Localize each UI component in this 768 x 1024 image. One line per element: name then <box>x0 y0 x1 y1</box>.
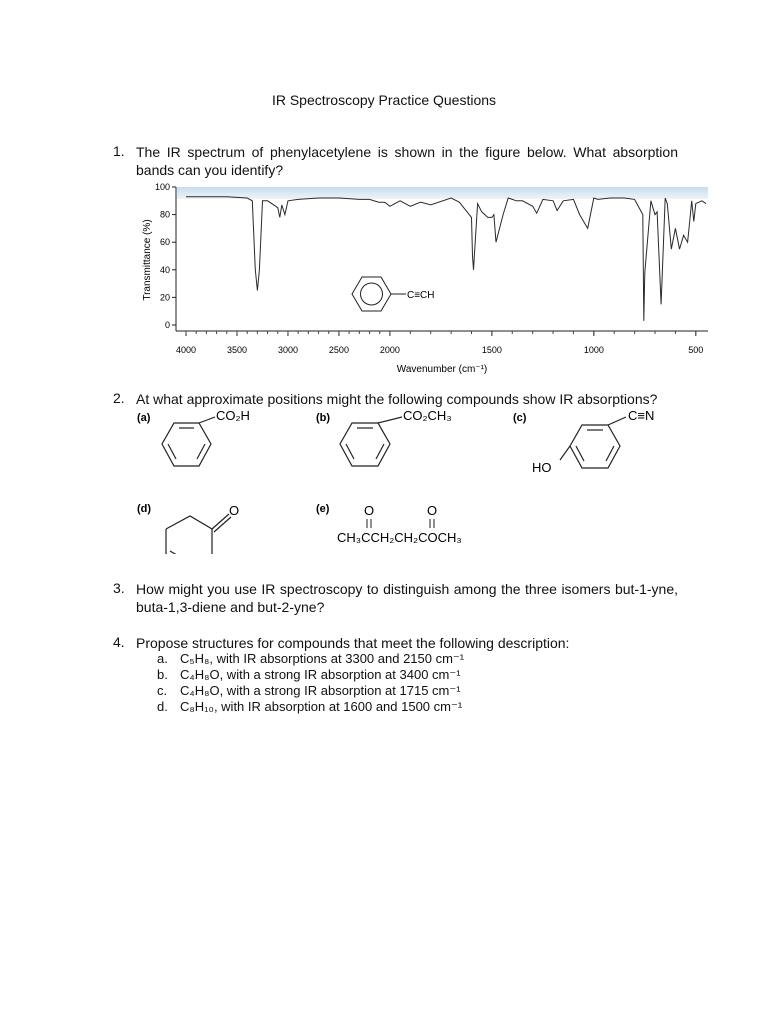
q2-number: 2. <box>113 390 125 406</box>
q4-item-c-marker: c. <box>157 683 168 698</box>
chart-band <box>177 187 708 199</box>
x-tick-label: 2000 <box>379 345 400 355</box>
x-tick-label: 3500 <box>226 345 247 355</box>
q3-number: 3. <box>113 580 125 596</box>
label-c: (c) <box>513 412 527 424</box>
y-tick-label: 0 <box>164 320 170 330</box>
q4-item-d-marker: d. <box>157 699 168 714</box>
q1-text: The IR spectrum of phenylacetylene is shown in the figure below. What absorption bands can you identify? <box>136 144 678 178</box>
ir-spectrum-chart <box>130 180 720 380</box>
compound-a <box>137 408 250 466</box>
x-tick-label: 4000 <box>175 345 197 355</box>
page-title: IR Spectroscopy Practice Questions <box>271 92 497 108</box>
q4-item-a: C₅H₈, with IR absorptions at 3300 and 2150 cm⁻¹ <box>180 651 465 666</box>
x-tick-label: 3000 <box>277 345 298 355</box>
q1-number: 1. <box>113 143 125 159</box>
y-tick-label: 60 <box>159 237 170 248</box>
label-d: (d) <box>137 503 152 515</box>
spectrum-line <box>186 197 706 321</box>
y-tick-label: 20 <box>159 292 170 303</box>
q4-number: 4. <box>113 634 125 650</box>
compound-d <box>137 503 239 554</box>
formula-e: CH₃CCH₂CH₂COCH₃ <box>337 530 462 545</box>
group-c-ho: HO <box>532 460 552 475</box>
label-b: (b) <box>316 412 331 424</box>
q4-text: Propose structures for compounds that meet the following description: <box>136 635 570 651</box>
q3-text: How might you use IR spectroscopy to distinguish among the three isomers but-1-yne, buta-1,3-diene and but-2-yne? <box>136 581 678 615</box>
q4-item-d: C₈H₁₀, with IR absorption at 1600 and 1500 cm⁻¹ <box>180 699 463 714</box>
label-a: (a) <box>137 412 151 424</box>
q4-item-b: C₄H₈O, with a strong IR absorption at 3400 cm⁻¹ <box>180 667 461 682</box>
q2-text: At what approximate positions might the following compounds show IR absorptions? <box>136 391 658 407</box>
label-e: (e) <box>316 503 330 515</box>
y-ticks <box>155 182 176 330</box>
compound-c <box>513 408 654 475</box>
phenylacetylene-structure <box>352 277 435 311</box>
x-tick-label: 1500 <box>481 345 502 355</box>
y-tick-label: 40 <box>159 264 170 275</box>
y-tick-label: 100 <box>154 182 170 192</box>
q4-item-b-marker: b. <box>157 667 168 682</box>
compound-e <box>316 503 462 545</box>
group-a: CO₂H <box>216 408 250 423</box>
group-b: CO₂CH₃ <box>403 408 452 423</box>
q4-item-a-marker: a. <box>157 651 168 666</box>
x-tick-label: 1000 <box>583 345 604 355</box>
alkyne-label: C≡CH <box>407 290 435 301</box>
x-tick-label: 2500 <box>328 345 349 355</box>
group-d: O <box>229 503 240 518</box>
y-axis-label: Transmittance (%) <box>142 219 153 301</box>
y-tick-label: 80 <box>159 209 170 220</box>
group-e-o1: O <box>364 503 375 518</box>
x-ticks <box>176 331 703 355</box>
group-c: C≡N <box>628 408 655 423</box>
compound-b <box>316 408 452 466</box>
x-axis-label: Wavenumber (cm⁻¹) <box>396 364 488 375</box>
group-e-o2: O <box>427 503 438 518</box>
compounds-figure <box>130 404 700 554</box>
x-tick-label: 500 <box>688 345 704 355</box>
q4-item-c: C₄H₈O, with a strong IR absorption at 1715 cm⁻¹ <box>180 683 461 698</box>
